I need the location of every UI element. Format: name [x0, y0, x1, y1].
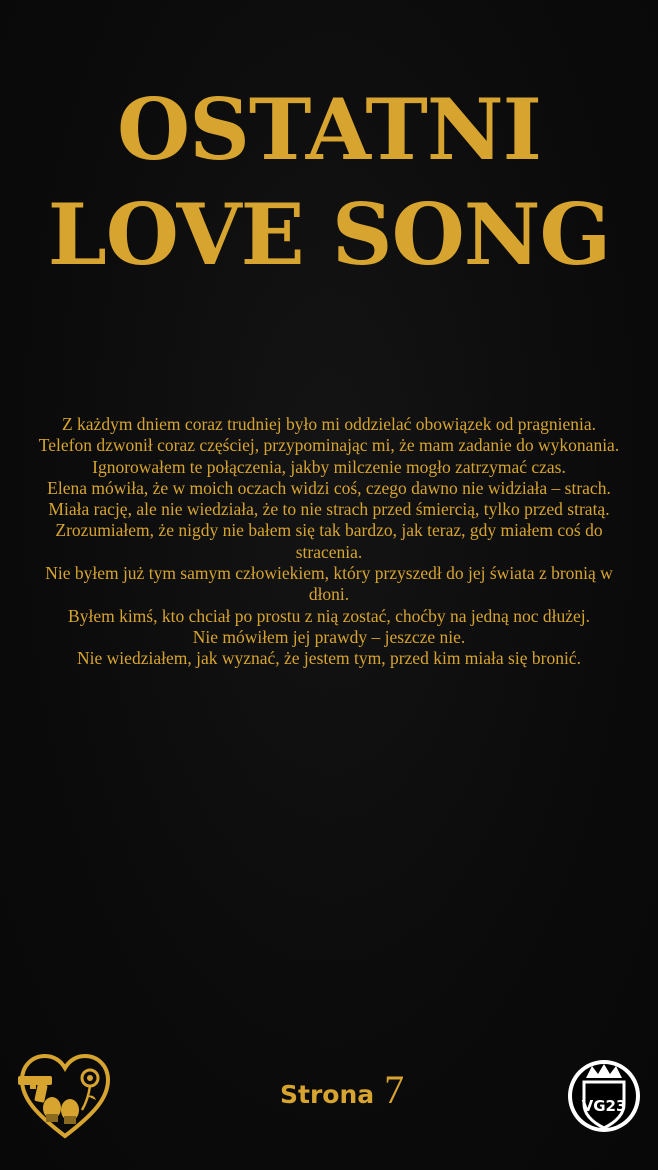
page-number-label	[280, 1066, 405, 1112]
crown-shield-badge-icon	[566, 1058, 642, 1134]
paragraph: Telefon dzwonił coraz częściej, przypominając mi, że mam zadanie do wykonania.	[38, 435, 620, 456]
story-text	[38, 414, 620, 670]
paragraph: Ignorowałem te połączenia, jakby milczenie mogło zatrzymać czas.	[92, 456, 566, 477]
paragraph: Elena mówiła, że w moich oczach widzi coś, czego dawno nie widziała – strach.	[47, 477, 611, 498]
logo-text: VG23	[581, 1097, 627, 1115]
paragraph: Nie byłem już tym samym człowiekiem, który przyszedł do jej świata z bronią w dłoni.	[45, 563, 613, 605]
paragraph: Byłem kimś, kto chciał po prostu z nią zostać, choćby na jedną noc dłużej.	[68, 605, 590, 626]
title-line-2: LOVE SONG	[47, 185, 611, 284]
paragraph: Z każdym dniem coraz trudniej było mi oddzielać obowiązek od pragnienia.	[61, 414, 597, 434]
page-word: Strona	[280, 1080, 375, 1109]
paragraph: Nie mówiłem jej prawdy – jeszcze nie.	[192, 626, 466, 647]
heart-gun-boxing-gloves-rose-icon	[16, 1050, 114, 1142]
paragraph: Zrozumiałem, że nigdy nie bałem się tak bardzo, jak teraz, gdy miałem coś do stracenia.	[55, 520, 603, 562]
title-line-1: OSTATNI	[117, 80, 541, 179]
page-number: 7	[384, 1067, 405, 1112]
paragraph: Nie wiedziałem, jak wyznać, że jestem tym, przed kim miała się bronić.	[77, 648, 581, 669]
paragraph: Miała rację, ale nie wiedziała, że to nie strach przed śmiercią, tylko przed stratą.	[48, 499, 610, 520]
